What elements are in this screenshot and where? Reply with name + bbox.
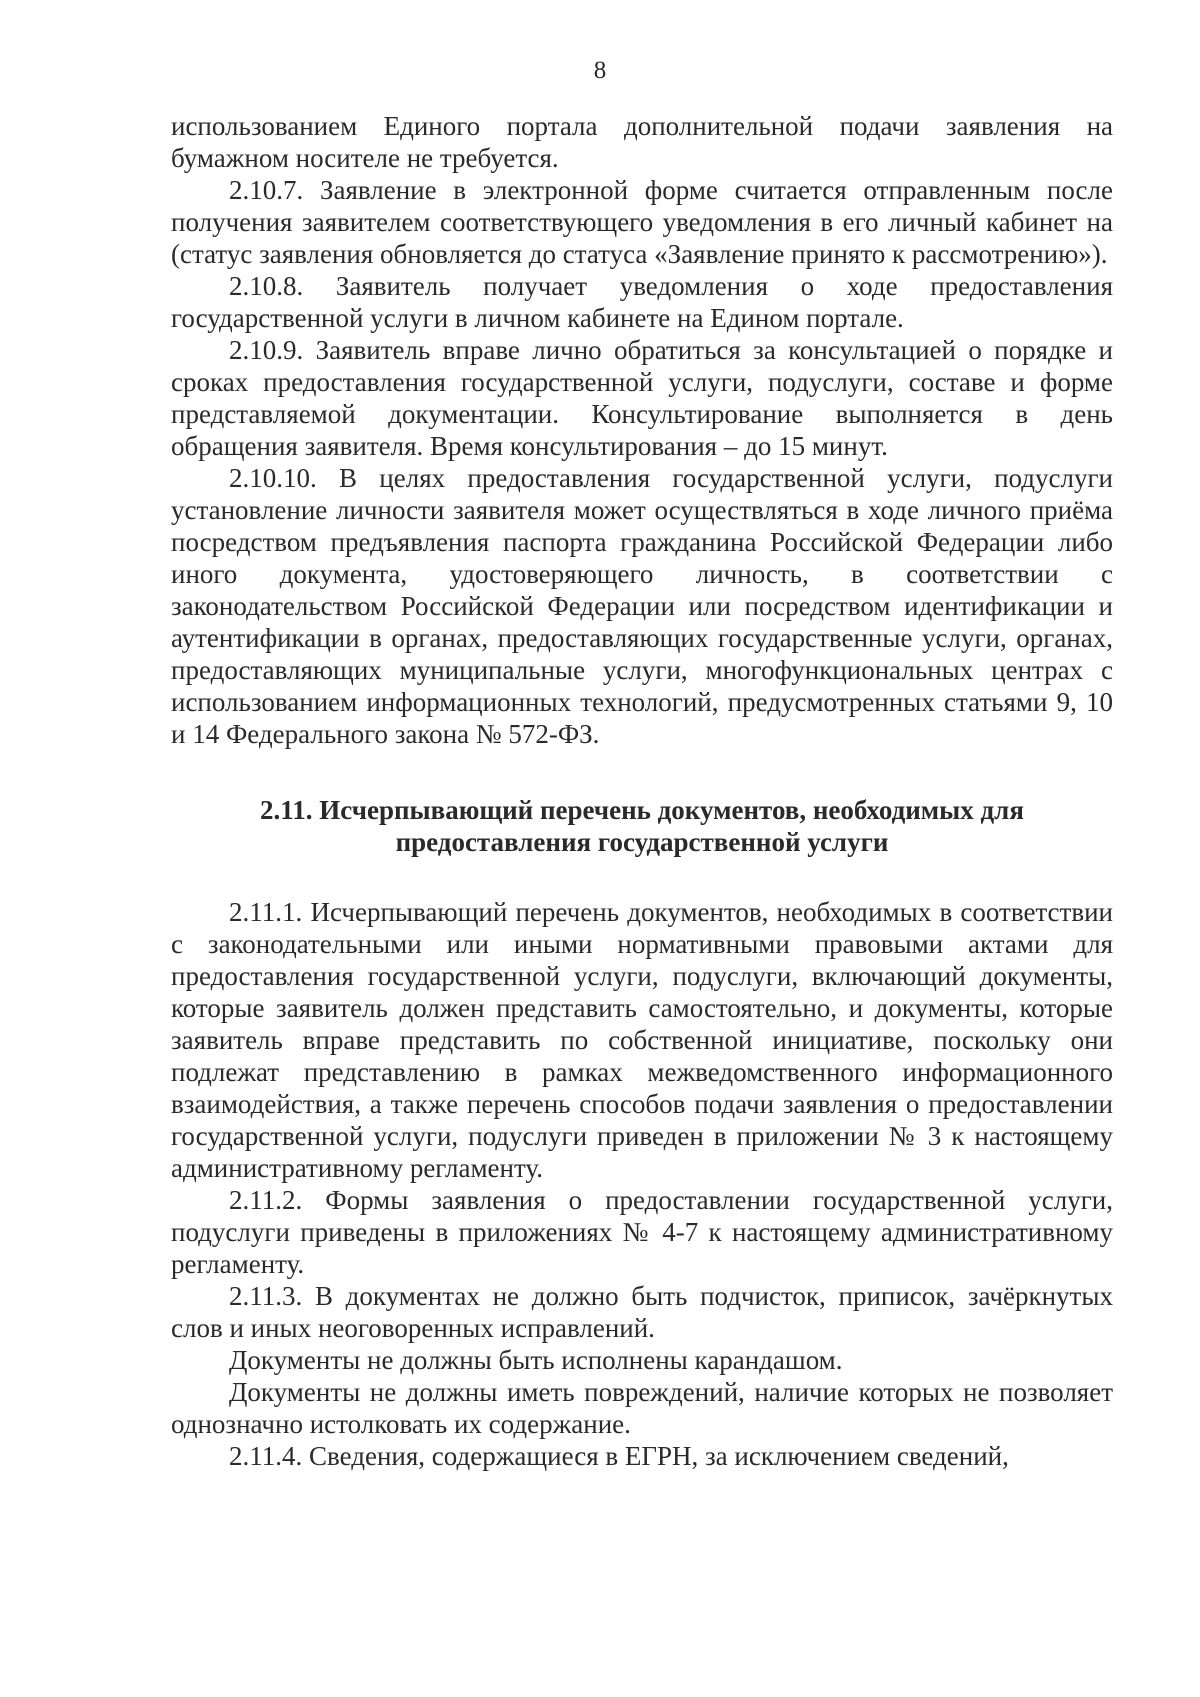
paragraph: Документы не должны иметь повреждений, наличие которых не позволяет однозначно истолковать их содержание. [171, 1377, 1113, 1439]
paragraph: использованием Единого портала дополнительной подачи заявления на бумажном носителе не требуется. [171, 111, 1113, 173]
paragraph: 2.10.8. Заявитель получает уведомления о ходе предоставления государственной услуги в личном кабинете на Едином портале. [171, 271, 1113, 333]
paragraph: 2.10.7. Заявление в электронной форме считается отправленным после получения заявителем соответствующего уведомления в его личный кабинет на (статус заявления обновляется до статуса «Заявление принято к рассмотрению»). [171, 175, 1113, 269]
page-number: 8 [593, 57, 607, 84]
section-heading: 2.11. Исчерпывающий перечень документов, необходимых для предоставления государственной услуги [260, 795, 1024, 857]
paragraph: 2.10.9. Заявитель вправе лично обратиться за консультацией о порядке и сроках предоставления государственной услуги, подуслуги, составе и форме представляемой документации. Консультирование выполняется в день обращения заявителя. Время консультирования – до 15 минут. [171, 335, 1113, 461]
paragraph: 2.11.4. Сведения, содержащиеся в ЕГРН, за исключением сведений, [229, 1441, 1009, 1471]
paragraph: 2.11.2. Формы заявления о предоставлении государственной услуги, подуслуги приведены в приложениях № 4-7 к настоящему административному регламенту. [171, 1185, 1113, 1279]
paragraph: Документы не должны быть исполнены карандашом. [229, 1345, 843, 1375]
page-body [171, 110, 1113, 1472]
paragraph: 2.10.10. В целях предоставления государственной услуги, подуслуги установление личности заявителя может осуществляться в ходе личного приёма посредством предъявления паспорта гражданина Российской Федерации либо иного документа, удостоверяющего личность, в соответствии с законодательством Российской Федерации или посредством идентификации и аутентификации в органах, предоставляющих государственные услуги, органах, предоставляющих муниципальные услуги, многофункциональных центрах с использованием информационных технологий, предусмотренных статьями 9, 10 и 14 Федерального закона № 572-ФЗ. [171, 463, 1113, 749]
paragraph: 2.11.3. В документах не должно быть подчисток, приписок, зачёркнутых слов и иных неоговоренных исправлений. [171, 1281, 1113, 1343]
paragraph: 2.11.1. Исчерпывающий перечень документов, необходимых в соответствии с законодательными или иными нормативными правовыми актами для предоставления государственной услуги, подуслуги, включающий документы, которые заявитель должен представить самостоятельно, и документы, которые заявитель вправе представить по собственной инициативе, поскольку они подлежат представлению в рамках межведомственного информационного взаимодействия, а также перечень способов подачи заявления о предоставлении государственной услуги, подуслуги приведен в приложении № 3 к настоящему административному регламенту. [171, 897, 1113, 1183]
